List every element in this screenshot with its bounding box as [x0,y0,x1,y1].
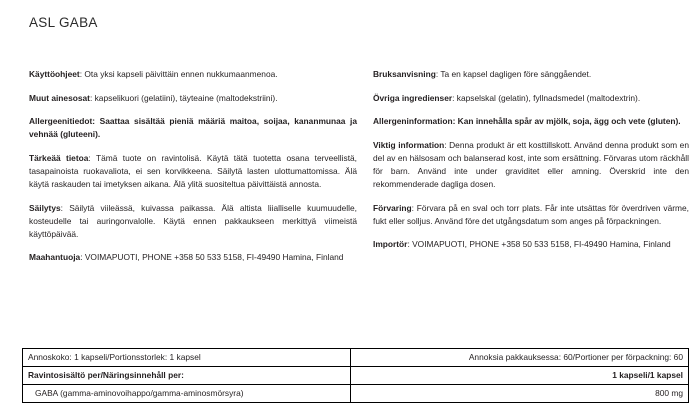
finnish-storage-text: : Säilytä viileässä, kuivassa paikassa. Älä altista liialliselle kuumuudelle, kosteudelle tai auringonvalolle. Käytä ennen pakkaukseen merkittyä viimeistä käyttöpäivää. [29,202,357,239]
finnish-allergens-label: Allergeenitiedot [29,116,93,127]
table-cell-right: Annoksia pakkauksessa: 60/Portioner per förpackning: 60 [351,349,689,367]
table-cell-left: Ravintosisältö per/Näringsinnehåll per: [23,367,351,385]
swedish-importer-text: : VOIMAPUOTI, PHONE +358 50 533 5158, FI-49490 Hamina, Finland [407,239,671,250]
finnish-allergens-paragraph [29,115,357,141]
swedish-other-ingredients-paragraph [373,92,689,105]
finnish-storage-paragraph [29,202,357,241]
finnish-importer-text: : VOIMAPUOTI, PHONE +358 50 533 5158, FI-49490 Hamina, Finland [80,252,344,263]
nutrition-table-body [23,349,689,403]
table-row [23,385,689,403]
finnish-important-paragraph [29,152,357,191]
swedish-importer-label: Importör [373,239,408,250]
swedish-column [373,68,689,251]
swedish-allergens-label: Allergeninformation: [373,116,456,127]
finnish-usage-label: Käyttöohjeet [29,69,80,79]
nutrition-facts-table [22,348,689,403]
swedish-usage-text: : Ta en kapsel dagligen före sänggåendet. [435,69,592,79]
swedish-important-label: Viktig information [373,139,445,150]
table-cell-right: 1 kapseli/1 kapsel [351,367,689,385]
table-row [23,349,689,367]
swedish-usage-label: Bruksanvisning [373,69,436,79]
finnish-importer-label: Maahantuoja [29,252,81,263]
finnish-usage-paragraph [29,68,357,81]
swedish-other-ingredients-label: Övriga ingredienser [373,92,453,103]
swedish-allergens-text: Kan innehålla spår av mjölk, soja, ägg och vete (gluten). [455,116,681,127]
swedish-storage-label: Förvaring [373,202,412,213]
finnish-important-label: Tärkeää tietoa [29,152,89,163]
finnish-important-text: : Tämä tuote on ravintolisä. Käytä tätä tuotetta osana terveellistä, tasapainoista ruokavaliota, ei sen korvikkeena. Säilytä lasten ulottumattomissa. Älä käytä raskauden tai imetyksen aikana. Älä ylitä suositeltua päivittäistä annosta. [29,152,358,190]
table-cell-left: Annoskoko: 1 kapseli/Portionsstorlek: 1 kapsel [23,349,351,367]
table-cell-right: 800 mg [351,385,689,403]
page-title: ASL GABA [29,15,98,30]
swedish-allergens-paragraph [373,115,689,128]
swedish-important-paragraph [373,139,689,191]
table-cell-left: GABA (gamma-aminovoihappo/gamma-aminosmörsyra) [23,385,351,403]
finnish-usage-text: : Ota yksi kapseli päivittäin ennen nukkumaanmenoa. [79,69,278,79]
finnish-importer-paragraph [29,251,357,264]
finnish-other-ingredients-label: Muut ainesosat [29,92,90,103]
finnish-other-ingredients-paragraph [29,92,357,105]
finnish-storage-label: Säilytys [29,202,61,213]
swedish-storage-text: : Förvara på en sval och torr plats. Får inte utsättas för överdriven värme, fukt eller solljus. Använd före det utgångsdatum som anges på förpackningen. [373,202,689,226]
finnish-other-ingredients-text: : kapselikuori (gelatiini), täyteaine (maltodekstriini). [89,92,278,103]
swedish-storage-paragraph [373,202,689,228]
swedish-importer-paragraph [373,238,689,251]
swedish-usage-paragraph [373,68,689,81]
swedish-other-ingredients-text: : kapselskal (gelatin), fyllnadsmedel (maltodextrin). [452,92,641,103]
table-row [23,367,689,385]
swedish-important-text: : Denna produkt är ett kosttillskott. Använd denna produkt som en del av en hälsosam och balanserad kost, inte som ersättning. Förvaras utom räckhåll för barn. Använd inte under graviditet eller amning. Överskrid inte den rekommenderade dagliga dosen. [373,139,689,190]
finnish-column [29,68,357,265]
finnish-allergens-text: : Saattaa sisältää pieniä määriä maitoa, soijaa, kananmunaa ja vehnää (gluteeni). [29,116,357,140]
